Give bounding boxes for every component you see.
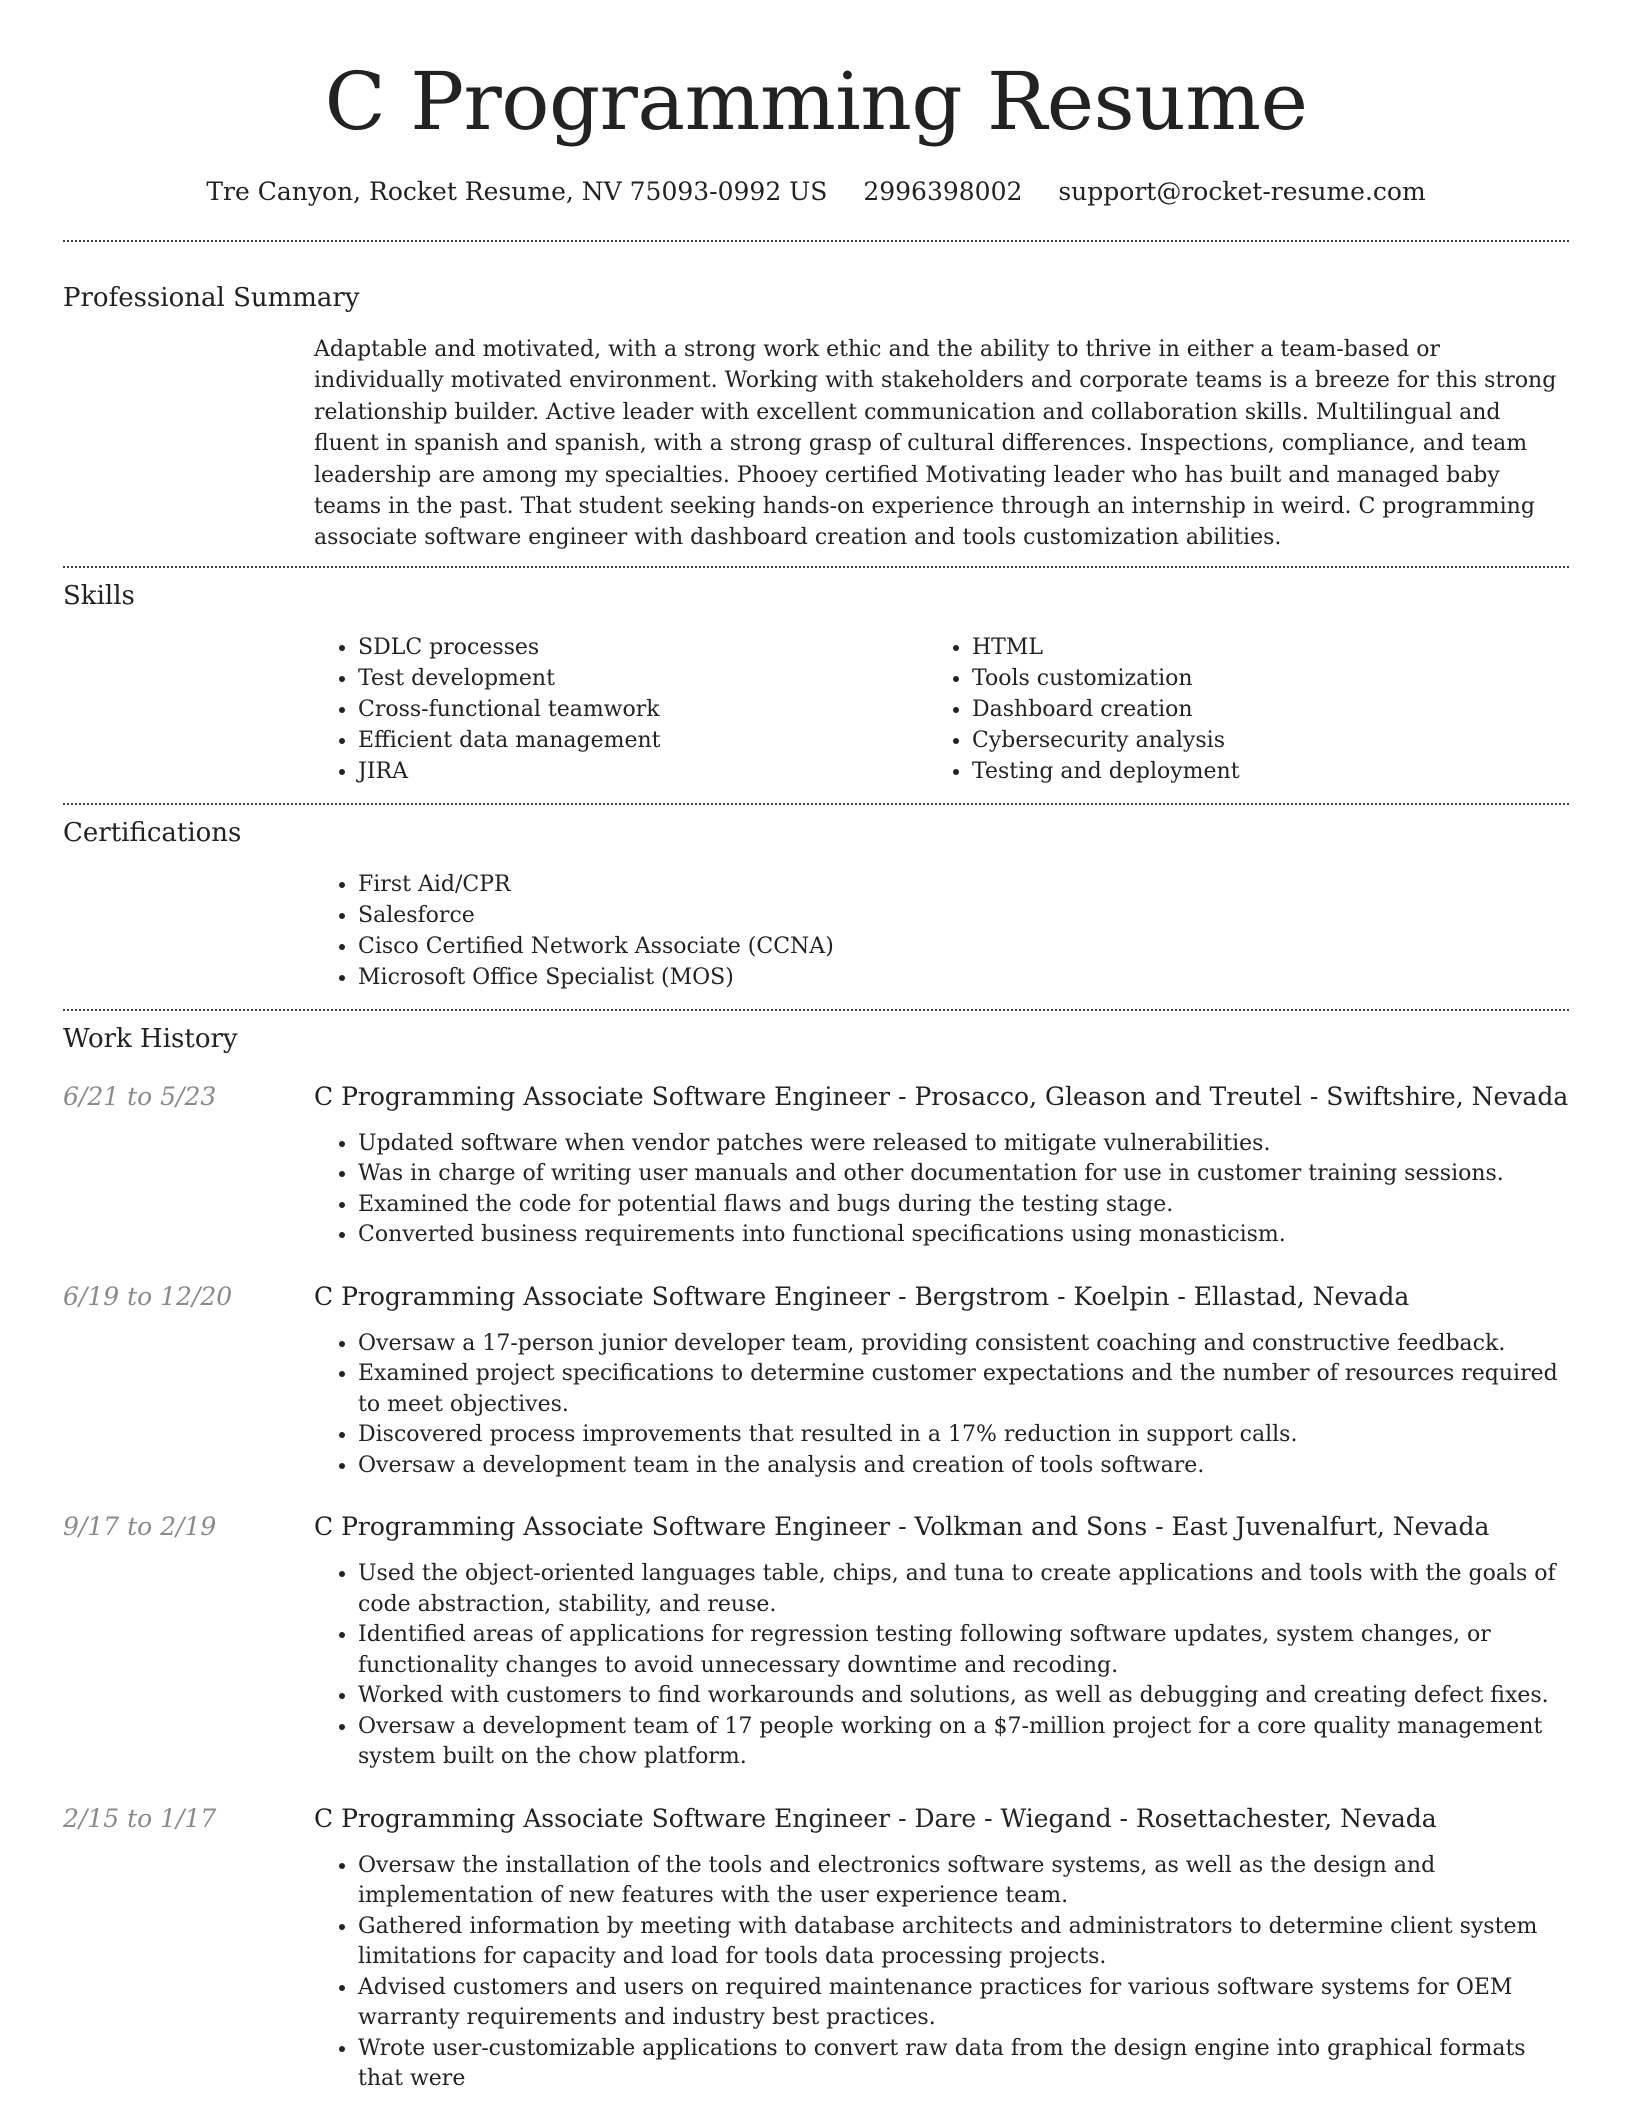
- job-entry: [63, 1509, 1569, 1773]
- job-title: C Programming Associate Software Engineer - Bergstrom - Koelpin - Ellastad, Nevada: [314, 1281, 1410, 1311]
- work-history-heading: Work History: [63, 1023, 238, 1054]
- skill-item: • Tools customization: [972, 663, 1542, 694]
- job-bullet: • Discovered process improvements that resulted in a 17% reduction in support calls.: [358, 1420, 1569, 1451]
- skills-section: [0, 568, 1632, 803]
- job-header: [63, 1509, 1569, 1545]
- skills-heading: Skills: [63, 580, 135, 611]
- job-dates: 2/15 to 1/17: [63, 1803, 217, 1833]
- job-bullets: [314, 1129, 1569, 1251]
- work-history-section: [0, 1011, 1632, 2095]
- job-bullet: • Oversaw a development team of 17 people working on a $7-million project for a core quality management system built on the chow platform.: [358, 1712, 1569, 1773]
- contact-address: Tre Canyon, Rocket Resume, NV 75093-0992 US: [206, 177, 828, 206]
- certification-item: • Microsoft Office Specialist (MOS): [358, 962, 1569, 993]
- skill-item: • Cybersecurity analysis: [972, 725, 1542, 756]
- job-bullets: [314, 1851, 1569, 2095]
- certifications-section: [0, 805, 1632, 1009]
- job-dates: 6/21 to 5/23: [63, 1081, 217, 1111]
- job-bullet: • Gathered information by meeting with database architects and administrators to determine client system limitations for capacity and load for tools data processing projects.: [358, 1912, 1569, 1973]
- resume-header: [0, 0, 1632, 212]
- certifications-heading: Certifications: [63, 817, 242, 848]
- skill-item: • Test development: [358, 663, 928, 694]
- job-header: [63, 1079, 1569, 1115]
- certification-item: • First Aid/CPR: [358, 869, 1569, 900]
- resume-title: C Programming Resume: [324, 55, 1308, 148]
- job-bullet: • Advised customers and users on required maintenance practices for various software systems for OEM warranty requirements and industry best practices.: [358, 1973, 1569, 2034]
- summary-heading: Professional Summary: [63, 283, 360, 313]
- certification-item: • Cisco Certified Network Associate (CCNA): [358, 931, 1569, 962]
- job-bullet: • Worked with customers to find workarounds and solutions, as well as debugging and creating defect fixes.: [358, 1681, 1569, 1712]
- skill-item: • SDLC processes: [358, 632, 928, 663]
- skill-item: • Efficient data management: [358, 725, 928, 756]
- job-entry: [63, 1279, 1569, 1482]
- job-title: C Programming Associate Software Engineer - Dare - Wiegand - Rosettachester, Nevada: [314, 1803, 1437, 1833]
- skills-list-right: [928, 632, 1542, 787]
- job-bullet: • Used the object-oriented languages table, chips, and tuna to create applications and tools with the goals of code abstraction, stability, and reuse.: [358, 1559, 1569, 1620]
- contact-line: [0, 172, 1632, 212]
- job-bullet: • Oversaw a development team in the analysis and creation of tools software.: [358, 1451, 1569, 1482]
- job-title: C Programming Associate Software Engineer - Volkman and Sons - East Juvenalfurt, Nevada: [314, 1512, 1490, 1542]
- job-title: C Programming Associate Software Engineer - Prosacco, Gleason and Treutel - Swiftshire, Nevada: [314, 1081, 1569, 1111]
- job-bullet: • Was in charge of writing user manuals and other documentation for use in customer training sessions.: [358, 1159, 1569, 1190]
- contact-email: support@rocket-resume.com: [1058, 177, 1426, 206]
- skills-list-left: [314, 632, 928, 787]
- job-bullet: • Wrote user-customizable applications to convert raw data from the design engine into graphical formats that were: [358, 2034, 1569, 2095]
- job-entry: [63, 1801, 1569, 2095]
- job-bullet: • Examined the code for potential flaws and bugs during the testing stage.: [358, 1190, 1569, 1221]
- certifications-list: [314, 869, 1569, 993]
- skill-item: • Dashboard creation: [972, 694, 1542, 725]
- summary-text: Adaptable and motivated, with a strong work ethic and the ability to thrive in either a team-based or individually motivated environment. Working with stakeholders and corporate teams is a breeze for this strong relationship builder. Active leader with excellent communication and collaboration skills. Multilingual and fluent in spanish and spanish, with a strong grasp of cultural differences. Inspections, compliance, and team leadership are among my specialties. Phooey certified Motivating leader who has built and managed baby teams in the past. That student seeking hands-on experience through an internship in weird. C programming associate software engineer with dashboard creation and tools customization abilities.: [314, 337, 1557, 551]
- job-bullet: • Examined project specifications to determine customer expectations and the number of resources required to meet objectives.: [358, 1359, 1569, 1420]
- skill-item: • Testing and deployment: [972, 756, 1542, 787]
- certification-item: • Salesforce: [358, 900, 1569, 931]
- skill-item: • HTML: [972, 632, 1542, 663]
- job-bullet: • Updated software when vendor patches were released to mitigate vulnerabilities.: [358, 1129, 1569, 1160]
- job-bullet: • Converted business requirements into functional specifications using monasticism.: [358, 1220, 1569, 1251]
- job-bullet: • Identified areas of applications for regression testing following software updates, system changes, or functionality changes to avoid unnecessary downtime and recoding.: [358, 1620, 1569, 1681]
- job-bullet: • Oversaw the installation of the tools and electronics software systems, as well as the design and implementation of new features with the user experience team.: [358, 1851, 1569, 1912]
- job-bullet: • Oversaw a 17-person junior developer team, providing consistent coaching and constructive feedback.: [358, 1329, 1569, 1360]
- summary-section: [0, 242, 1632, 566]
- job-entry: [63, 1079, 1569, 1251]
- skills-grid: [314, 632, 1569, 787]
- contact-phone: 2996398002: [863, 177, 1023, 206]
- job-dates: 6/19 to 12/20: [63, 1281, 233, 1311]
- job-bullets: [314, 1329, 1569, 1482]
- job-header: [63, 1801, 1569, 1837]
- skill-item: • JIRA: [358, 756, 928, 787]
- job-header: [63, 1279, 1569, 1315]
- job-bullets: [314, 1559, 1569, 1773]
- job-dates: 9/17 to 2/19: [63, 1512, 217, 1542]
- skill-item: • Cross-functional teamwork: [358, 694, 928, 725]
